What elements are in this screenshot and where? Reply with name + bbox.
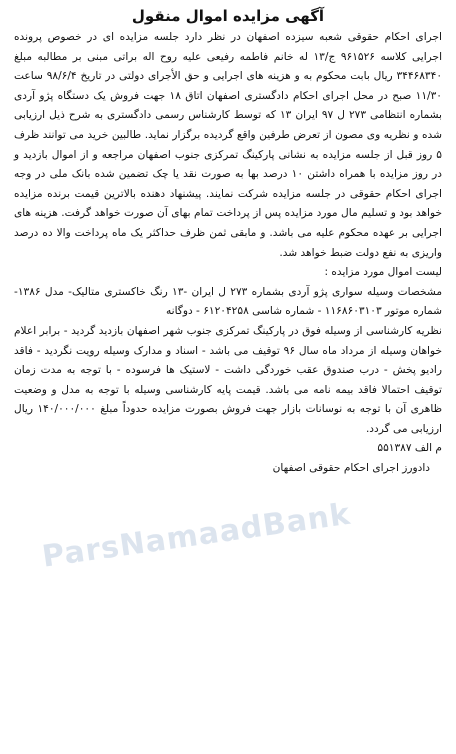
- notice-intro: اجرای احکام حقوقی شعبه سیزده اصفهان در نظر دارد جلسه مزایده ای در خصوص پرونده اجرایی کلاسه ۹۶۱۵۲۶ ج/۱۳ له خانم فاطمه رفیعی علیه روح اله براتی مبنی بر مطالبه مبلغ ۳۴۴۶۸۳۴۰ ریال بابت محکوم به و هزینه های اجرایی و حق الأجرای دولتی در تاریخ ۹۸/۶/۴ ساعت ۱۱/۳۰ صبح در محل اجرای احکام دادگستری اصفهان اتاق ۱۸ جهت فروش یک دستگاه پژو آردی بشماره انتظامی ۲۷۳ ل ۹۷ ایران ۱۳ که توسط کارشناس رسمی دادگستری به شرح ذیل ارزیابی شده و نظریه وی مصون از تعرض طرفین واقع گردیده برگزار نماید. طالبین خرید می توانند ظرف ۵ روز قبل از جلسه مزایده به نشانی پارکینگ تمرکزی جنوب اصفهان مراجعه و از اموال بازدید و در روز مزایده با همراه داشتن ۱۰ درصد بها به صورت نقد یا چک تضمین شده بانک ملی در وجه اجرای احکام حقوقی در جلسه مزایده شرکت نمایند. پیشنهاد دهنده بالاترین قیمت برنده مزایده خواهد بود و تسلیم مال مورد مزایده پس از پرداخت تمام بهای آن صورت خواهد گرفت. هزینه های اجرایی بر عهده محکوم علیه می باشد. و مابقی ثمن ظرف حداکثر یک ماه پرداخت والا ده درصد واریزی به نفع دولت ضبط خواهد شد.: [14, 31, 443, 259]
- vehicle-specs: مشخصات وسیله سواری پژو آردی بشماره ۲۷۳ ل ایران -۱۳ رنگ خاکستری متالیک- مدل ۱۳۸۶- شماره موتور ۱۱۶۸۶۰۳۱۰۳ - شماره شاسی ۶۱۲۰۴۲۵۸ - دوگانه: [14, 285, 443, 318]
- watermark: ParsNamaadBank: [40, 496, 353, 575]
- reference-number: م الف ۵۵۱۳۸۷: [377, 442, 442, 455]
- signature: دادورز اجرای احکام حقوقی اصفهان: [272, 462, 430, 475]
- notice-title: آگهی مزایده اموال منقول: [131, 7, 325, 25]
- assets-list-heading: لیست اموال مورد مزایده :: [324, 266, 442, 279]
- expert-appraisal: نظریه کارشناسی از وسیله فوق در پارکینگ تمرکزی جنوب شهر اصفهان بازدید گردید - برابر اعلام خواهان وسیله از مرداد ماه سال ۹۶ توقیف می باشد - اسناد و مدارک وسیله رویت نگردید - فاقد رادیو پخش - درب صندوق عقب خوردگی داشت - لاستیک ها فرسوده - با توجه به مدت زمان توقیف احتمالا فاقد بیمه نامه می باشد. قیمت پایه کارشناسی وسیله با توجه به مدل و وضعیت ظاهری آن با توجه به نوسانات بازار جهت فروش بصورت مزایده حدوداً مبلغ ۱۴۰/۰۰۰/۰۰۰ ریال ارزیابی می گردد.: [14, 324, 443, 435]
